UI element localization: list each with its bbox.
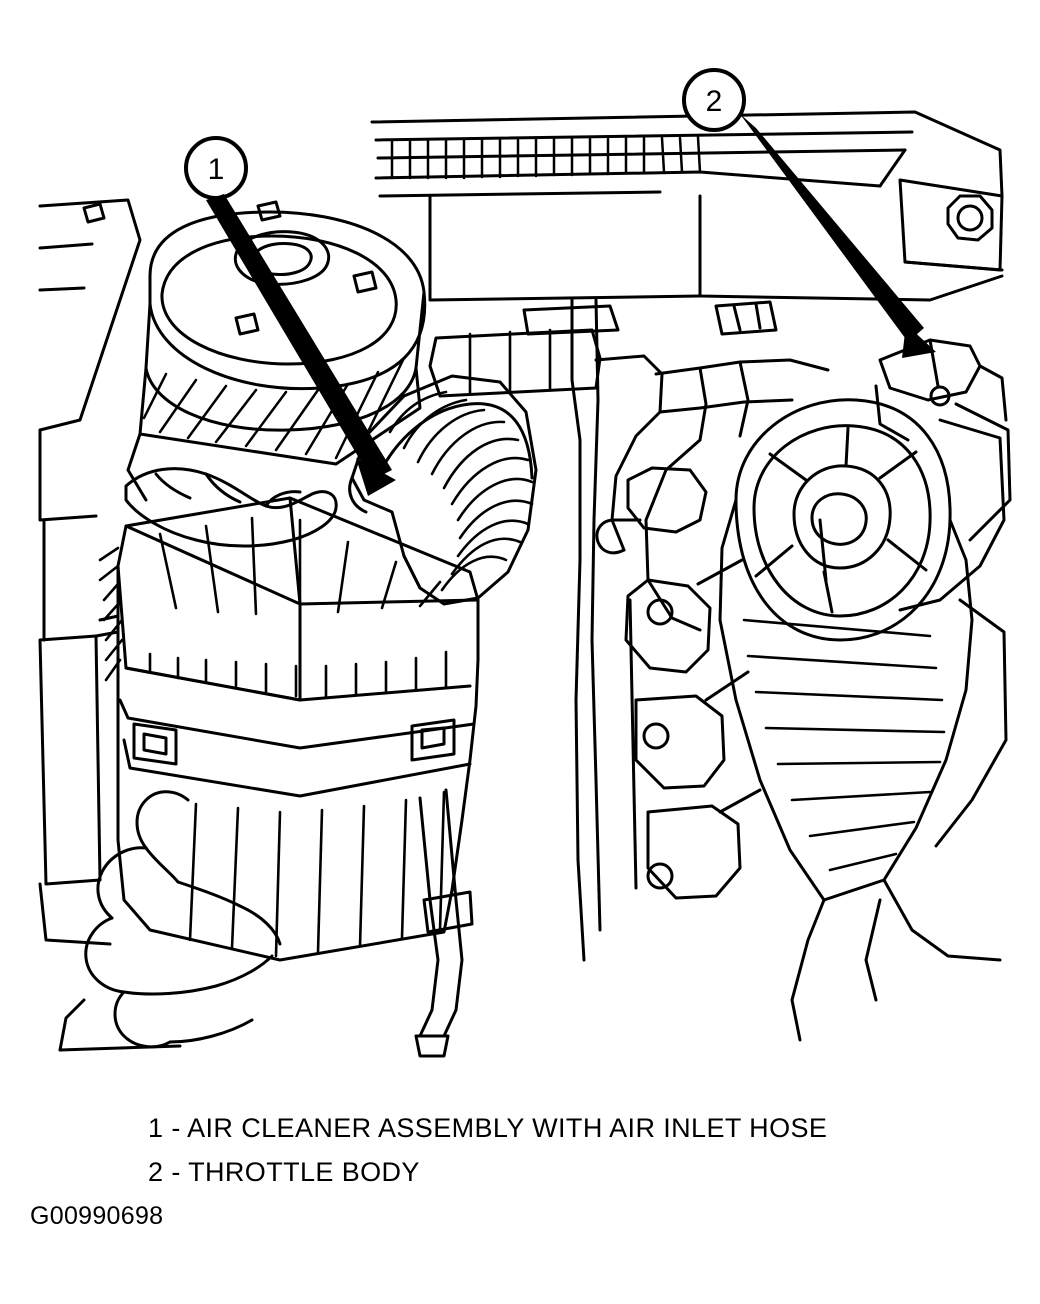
callout-1-number: 1 bbox=[207, 153, 225, 186]
callout-2-number: 2 bbox=[705, 85, 723, 118]
legend-item-2: 2 - THROTTLE BODY bbox=[148, 1157, 420, 1187]
figure-code: G00990698 bbox=[30, 1202, 164, 1230]
legend-item-1: 1 - AIR CLEANER ASSEMBLY WITH AIR INLET HOSE bbox=[148, 1113, 828, 1143]
legend bbox=[148, 1106, 1008, 1194]
